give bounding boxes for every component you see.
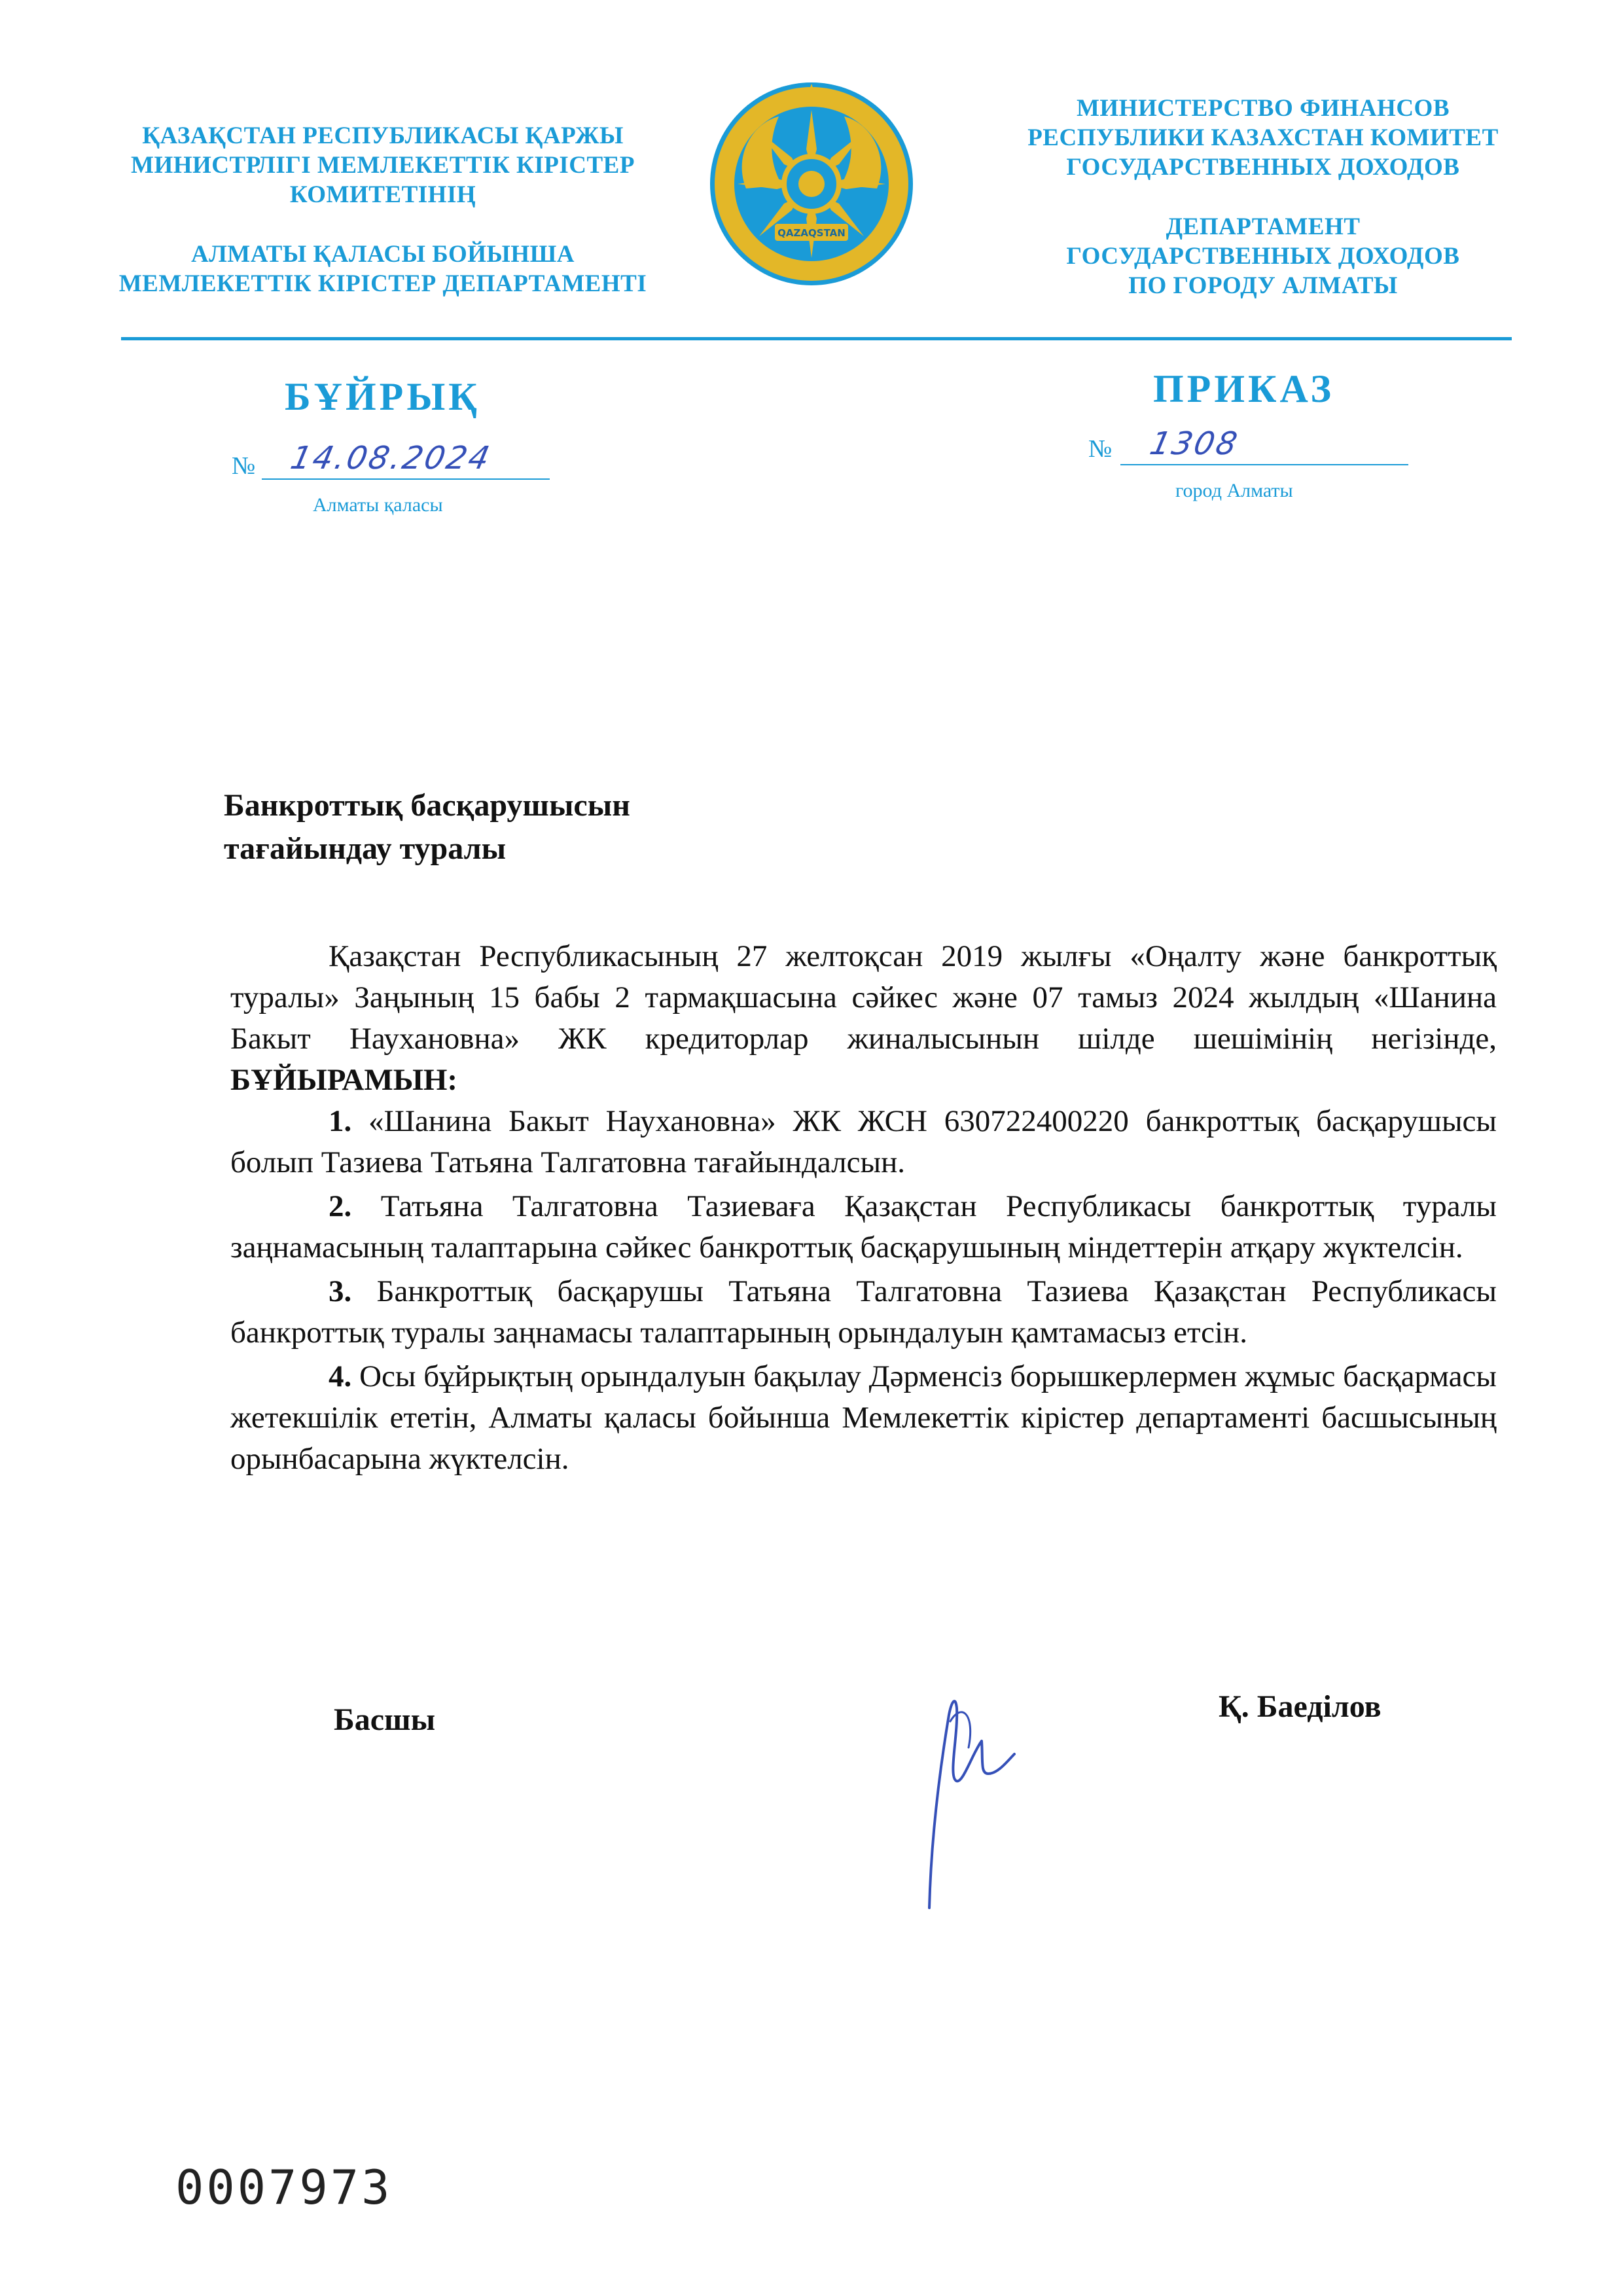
intro-command: БҰЙЫРАМЫН: [230, 1063, 458, 1097]
subject-line1: Банкроттық басқарушысын [224, 788, 630, 823]
handwritten-signature-icon [910, 1676, 1027, 1911]
header-ru-line2: РЕСПУБЛИКИ КАЗАХСТАН КОМИТЕТ [1027, 124, 1499, 151]
header-ru-line4: ДЕПАРТАМЕНТ [1166, 213, 1361, 240]
header-kazakh [105, 121, 661, 298]
number-label-kz: № [232, 452, 256, 480]
paragraph-4-number: 4. [329, 1359, 352, 1393]
order-title-ru: ПРИКАЗ [1153, 367, 1335, 410]
header-ru-line1: МИНИСТЕРСТВО ФИНАНСОВ [1076, 95, 1450, 122]
number-label-ru: № [1088, 435, 1113, 463]
paragraph-3-text: Банкроттық басқарушы Татьяна Талгатовна Тазиева Қазақстан Республикасы банкроттық туралы заңнамасы талаптарының орындалуын қамтамасыз етсін. [230, 1274, 1497, 1350]
header-kz-line3: КОМИТЕТІНІҢ [289, 181, 476, 208]
header-ru-line5: ГОСУДАРСТВЕННЫХ ДОХОДОВ [1066, 243, 1460, 270]
state-emblem-icon [707, 77, 916, 291]
paragraph-4 [230, 1356, 1497, 1480]
subject-line2: тағайындау туралы [224, 831, 507, 866]
city-ru: город Алматы [1175, 480, 1293, 501]
serial-number: 0007973 [175, 2160, 393, 2215]
emblem-text: QAZAQSTAN [777, 227, 846, 239]
order-title-kz: БҰЙРЫҚ [285, 375, 480, 418]
header-kz-line5: МЕМЛЕКЕТТІК КІРІСТЕР ДЕПАРТАМЕНТІ [118, 270, 647, 297]
paragraph-1 [230, 1101, 1497, 1183]
handwritten-date: 14.08.2024 [287, 440, 495, 476]
paragraph-2-number: 2. [329, 1189, 352, 1223]
paragraph-1-number: 1. [329, 1104, 352, 1138]
header-kz-line4: АЛМАТЫ ҚАЛАСЫ БОЙЫНША [191, 241, 575, 268]
header-kz-line2: МИНИСТРЛІГІ МЕМЛЕКЕТТІК КІРІСТЕР [131, 152, 635, 179]
number-underline-ru [1120, 464, 1408, 465]
signer-title: Басшы [334, 1702, 436, 1737]
paragraph-3-number: 3. [329, 1274, 352, 1308]
paragraph-4-text: Осы бұйрықтың орындалуын бақылау Дәрменсіз борышкерлермен жұмыс басқармасы жетекшілік ететін, Алматы қаласы бойынша Мемлекеттік кірістер департаменті басшысының орынбасарына жүктелсін. [230, 1359, 1497, 1476]
header-kz-line1: ҚАЗАҚСТАН РЕСПУБЛИКАСЫ ҚАРЖЫ [142, 122, 624, 149]
intro-text: Қазақстан Республикасының 27 желтоқсан 2019 жылғы «Оңалту және банкроттық туралы» Заңының 15 бабы 2 тармақшасына сәйкес және 07 тамыз 2024 жылдың «Шанина Бакыт Наухановна» ЖК кредиторлар жиналысынын шілде шешімінің негізінде, [230, 939, 1497, 1056]
number-underline-kz [262, 478, 550, 480]
signer-name: Қ. Баеділов [1219, 1689, 1382, 1724]
paragraph-2 [230, 1186, 1497, 1268]
header-ru-line3: ГОСУДАРСТВЕННЫХ ДОХОДОВ [1066, 154, 1460, 181]
document-subject [224, 784, 630, 870]
paragraph-3 [230, 1271, 1497, 1354]
paragraph-2-text: Татьяна Талгатовна Тазиеваға Қазақстан Республикасы банкроттық туралы заңнамасының талаптарына сәйкес банкроттық басқарушының міндеттерін атқару жүктелсін. [230, 1189, 1497, 1265]
header-russian [978, 94, 1548, 300]
paragraph-1-text: «Шанина Бакыт Наухановна» ЖК ЖСН 630722400220 банкроттық басқарушысы болып Тазиева Татьяна Талгатовна тағайындалсын. [230, 1104, 1497, 1179]
document-body [230, 936, 1497, 1480]
header-ru-line6: ПО ГОРОДУ АЛМАТЫ [1128, 272, 1398, 299]
handwritten-number: 1308 [1147, 425, 1243, 462]
city-kz: Алматы қаласы [313, 494, 443, 516]
header-divider [121, 337, 1512, 340]
intro-paragraph [230, 936, 1497, 1101]
